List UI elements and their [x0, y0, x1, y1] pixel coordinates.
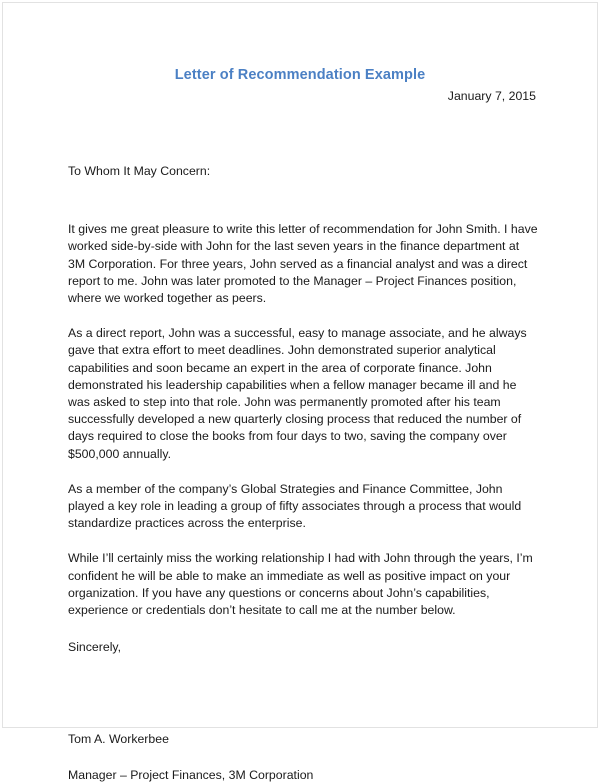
letter-paragraph-4: While I’ll certainly miss the working relationship I had with John through the years, I’m confident he will be able to make an immediate as well as positive impact on your organization. If you have any questions or concerns about John’s capabilities, experience or credentials don’t hesitate to call me at the number below.	[68, 551, 533, 618]
letter-paragraph-1: It gives me great pleasure to write this letter of recommendation for John Smith. I have worked side-by-side with John for the last seven years in the finance department at 3M Corporation. For three years, John served as a financial analyst and was a direct report to me. John was later promoted to the Manager – Project Finances position, where we worked together as peers.	[68, 222, 538, 306]
letter-document	[3, 3, 597, 782]
letter-body	[68, 163, 538, 784]
signer-title: Manager – Project Finances, 3M Corporation	[68, 767, 314, 782]
letter-paragraph-2: As a direct report, John was a successful, easy to manage associate, and he always gave that extra effort to meet deadlines. John demonstrated superior analytical capabilities and soon became an expert in the area of corporate finance. John demonstrated his leadership capabilities when a fellow manager became ill and he was asked to step into that role. John was permanently promoted after his team successfully developed a new quarterly closing process that reduced the number of days required to close the books from four days to two, saving the company over $500,000 annually.	[68, 326, 527, 461]
document-page	[2, 2, 598, 782]
page-title: Letter of Recommendation Example	[174, 67, 426, 83]
letter-paragraph-3: As a member of the company’s Global Strategies and Finance Committee, John played a key role in leading a group of fifty associates through a process that would standardize practices across the enterprise.	[68, 481, 522, 531]
signer-name: Tom A. Workerbee	[68, 732, 169, 747]
letter-salutation: To Whom It May Concern:	[68, 164, 211, 178]
letter-closing: Sincerely,	[68, 640, 122, 655]
letter-date: January 7, 2015	[447, 89, 536, 103]
